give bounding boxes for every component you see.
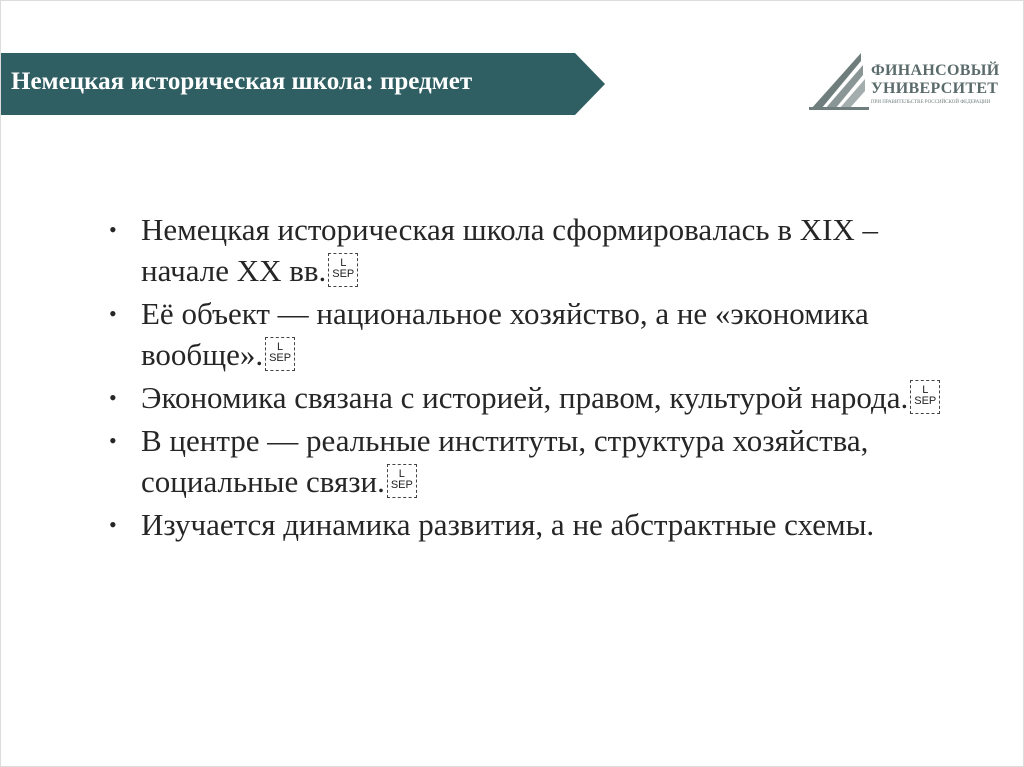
logo-wordmark [871, 63, 999, 105]
bullet-item [105, 504, 965, 545]
university-logo [809, 51, 1009, 113]
logo-line-3: ПРИ ПРАВИТЕЛЬСТВЕ РОССИЙСКОЙ ФЕДЕРАЦИИ [871, 100, 991, 105]
bullet-text: Экономика связана с историей, правом, культурой народа. [141, 380, 909, 415]
separator-glyph-icon: L SEP [910, 380, 940, 414]
title-banner [1, 53, 605, 115]
bullet-item [105, 209, 965, 291]
bullet-text: Немецкая историческая школа сформировалась в XIX – начале XX вв. [141, 212, 879, 288]
slide-content [105, 209, 965, 547]
separator-glyph-icon: L SEP [387, 464, 417, 498]
bullet-icon: • [109, 512, 117, 537]
bullet-icon: • [109, 428, 117, 453]
bullet-list [105, 209, 965, 545]
university-logo-icon [809, 51, 869, 113]
bullet-text: В центре — реальные институты, структура хозяйства, социальные связи. [141, 423, 869, 499]
separator-glyph-icon: L SEP [328, 253, 358, 287]
separator-glyph-icon: L SEP [265, 337, 295, 371]
bullet-item [105, 420, 965, 502]
bullet-icon: • [109, 385, 117, 410]
bullet-text: Изучается динамика развития, а не абстрактные схемы. [141, 507, 875, 542]
bullet-text: Её объект — национальное хозяйство, а не «экономика вообще». [141, 296, 869, 372]
logo-line-2: УНИВЕРСИТЕТ [871, 80, 999, 97]
bullet-icon: • [109, 301, 117, 326]
bullet-icon: • [109, 217, 117, 242]
bullet-item [105, 293, 965, 375]
bullet-item [105, 377, 965, 418]
logo-line-1: ФИНАНСОВЫЙ [871, 62, 1000, 79]
slide-title: Немецкая историческая школа: предмет [11, 68, 473, 95]
